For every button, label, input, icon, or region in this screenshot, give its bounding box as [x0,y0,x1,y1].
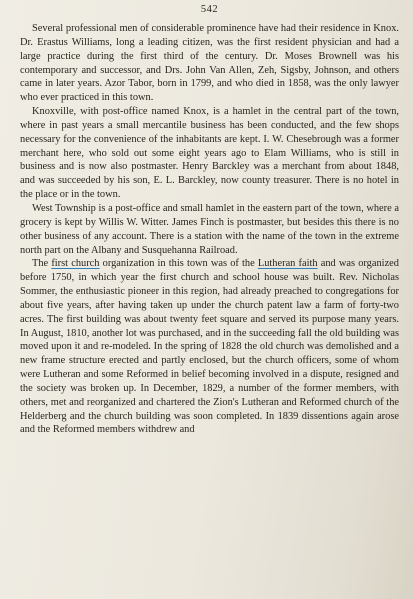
paragraph-physicians: Several professional men of considerable prominence have had their residence in Knox. Dr. Erastus Williams, long a leading citizen, was the first resident physician and had a large practice during the first third of the century. Dr. Moses Brownell was his contemporary and successor, and Drs. John Van Allen, Zeh, Sigsby, Johnson, and others came in later years. Azor Tabor, born in 1799, and who died in 1858, was the only lawyer who ever practiced in this town. [20,23,399,104]
underlined-first-church: first church [51,258,100,270]
paragraph-knoxville: Knoxville, with post-office named Knox, is a hamlet in the central part of the town, where in past years a small mercantile business has been conducted, and the few shops necessary for the convenience of the inhabitants are kept. I. W. Chesebrough was a former merchant here, who sold out some eight years ago to Elam Williams, who is still in business and is now also postmaster. Henry Barckley was a merchant from about 1848, and was succeeded by his son, E. L. Barckley, now county treasurer. There is no hotel in the place or in the town. [20,106,399,201]
paragraph-first-church [20,257,399,437]
page-number: 542 [200,4,219,15]
church-text-before: The [32,258,52,270]
church-text-after: and was organized before 1750, in which year the first church and school house was built. Rev. Nicholas Sommer, the enthusiastic pioneer in this region, had already preached to congregations for about five years, after having taken up under the church patent law a farm of forty-two acres. The first building was about twenty feet square and served its purpose many years. In August, 1810, another lot was purchased, and in the succeeding fall the old building was moved upon it and re-modeled. In the spring of 1828 the old church was demolished and a new frame structure erected and partly enclosed, but the church officers, some of whom were Lutheran and some Reformed in belief becoming involved in a dispute, resigned and the society was broken up. In December, 1829, a number of the former members, with others, met and reorganized and chartered the Zion's Lutheran and Reformed church of the Helderberg and the church building was soon completed. In 1839 dissentions again arose and the Reformed members withdrew and [20,258,399,436]
paragraph-west-township: West Township is a post-office and small hamlet in the eastern part of the town, where a grocery is kept by Willis W. Witter. James Finch is postmaster, but besides this there is no other business of any account. There is a station with the name of the town in the extreme north part on the Albany and Susquehanna Railroad. [20,202,399,256]
church-text-middle: organization in this town was of the [99,258,258,270]
underlined-lutheran-faith: Lutheran faith [257,258,318,270]
